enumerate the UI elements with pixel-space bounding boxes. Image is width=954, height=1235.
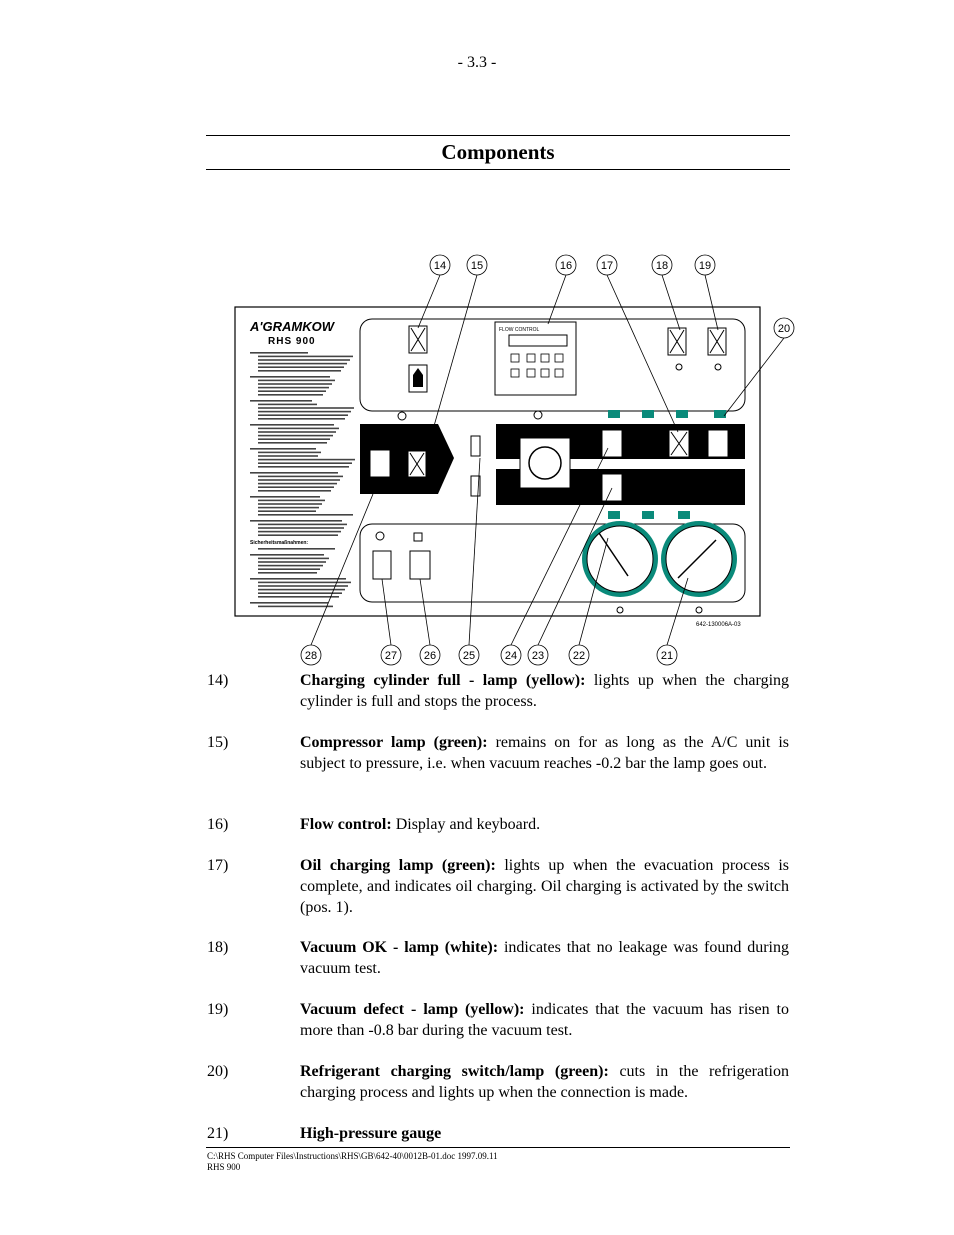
instruction-line <box>250 376 330 378</box>
list-item <box>207 732 789 774</box>
instruction-line <box>258 414 348 416</box>
item-text <box>300 999 789 1041</box>
instruction-line <box>258 568 320 570</box>
instruction-line <box>258 565 323 567</box>
instruction-line <box>258 435 333 437</box>
item-text <box>300 1123 789 1144</box>
brand-logo: A'GRAMKOW <box>250 319 334 334</box>
page-number: - 3.3 - <box>457 54 497 71</box>
instruction-line <box>258 366 344 368</box>
callout-label: 18 <box>655 260 669 272</box>
indicator-a <box>471 436 480 456</box>
instruction-line <box>258 486 334 488</box>
item-number: 17) <box>207 857 229 874</box>
instruction-line <box>258 479 340 481</box>
callout-label: 22 <box>572 650 586 662</box>
instruction-line <box>258 507 319 509</box>
instruction-line <box>258 380 335 382</box>
item-text <box>300 814 789 835</box>
item-number: 20) <box>207 1063 229 1080</box>
item-text <box>300 732 789 774</box>
item-description: lights up when the evacuation process is complete, and indicates oil charging. Oil charging is activated by the switch (pos. 1). <box>300 857 789 916</box>
instruction-line <box>258 500 325 502</box>
instruction-line <box>258 459 355 461</box>
switch-26 <box>410 551 430 579</box>
instruction-line <box>258 383 332 385</box>
instruction-line <box>258 387 329 389</box>
instruction-line <box>258 483 337 485</box>
instruction-line <box>258 404 317 406</box>
instruction-line <box>258 394 323 396</box>
control-panel-diagram <box>228 248 791 670</box>
instruction-line <box>258 589 345 591</box>
item-description: lights up when the charging cylinder is full and stops the process. <box>300 672 790 710</box>
instruction-line <box>250 352 308 354</box>
instruction-line <box>258 411 351 413</box>
item-label: Flow control: <box>300 816 392 833</box>
instruction-line <box>250 496 320 498</box>
instruction-line <box>258 606 333 608</box>
instruction-line <box>250 472 338 474</box>
list-item <box>207 937 789 979</box>
item-description: Display and keyboard. <box>391 816 541 833</box>
drawing-number: 642-130006A-03 <box>696 622 741 628</box>
instruction-line <box>258 585 348 587</box>
list-item <box>207 855 789 918</box>
title-rule-bottom <box>206 169 790 170</box>
footer-path: C:\RHS Computer Files\Instructions\RHS\GB\642-40\0012B-01.doc 1997.09.11 <box>207 1151 498 1161</box>
switch-refrigerant <box>708 430 728 457</box>
list-item <box>207 670 789 712</box>
instruction-line <box>250 448 316 450</box>
instruction-line <box>258 390 326 392</box>
callout-label: 23 <box>531 650 545 662</box>
callout-label: 21 <box>660 650 674 662</box>
instruction-line <box>258 592 342 594</box>
list-item <box>207 814 789 835</box>
item-description: indicates that no leakage was found during vacuum test. <box>300 939 789 977</box>
flow-control-display <box>509 335 567 346</box>
item-label: Vacuum OK - lamp (white): <box>300 939 499 956</box>
instruction-line <box>258 370 341 372</box>
model-label: RHS 900 <box>268 336 316 347</box>
item-number: 18) <box>207 939 229 956</box>
instruction-line <box>258 596 339 598</box>
instruction-line <box>258 531 341 533</box>
instruction-line <box>250 400 312 402</box>
item-label: Charging cylinder full - lamp (yellow): <box>300 672 586 689</box>
instruction-line <box>258 514 353 516</box>
instruction-line <box>258 407 354 409</box>
instruction-line <box>258 503 322 505</box>
list-item <box>207 1061 789 1103</box>
list-item <box>207 999 789 1041</box>
instruction-line <box>258 359 350 361</box>
instruction-line <box>258 527 344 529</box>
item-label: High-pressure gauge <box>300 1125 442 1142</box>
instruction-line <box>258 363 347 365</box>
callout-label: 15 <box>470 260 484 272</box>
item-number: 19) <box>207 1001 229 1018</box>
instruction-line <box>250 578 346 580</box>
instruction-line <box>258 418 345 420</box>
callout-label: 19 <box>698 260 712 272</box>
callout-label: 28 <box>304 650 318 662</box>
footer-model: RHS 900 <box>207 1162 241 1172</box>
flow-control-label: FLOW CONTROL <box>499 327 540 333</box>
instruction-line <box>258 548 335 550</box>
callout-label: 20 <box>777 323 791 335</box>
callout-label: 14 <box>433 260 447 272</box>
item-description: indicates that the vacuum has risen to more than -0.8 bar during the vacuum test. <box>300 1001 790 1039</box>
callout-label: 17 <box>600 260 614 272</box>
callout-label: 26 <box>423 650 437 662</box>
item-text <box>300 1061 789 1103</box>
title-rule-top <box>206 135 790 136</box>
safety-heading: Sicherheitsmaßnahmen: <box>250 540 309 546</box>
instruction-line <box>258 356 353 358</box>
callout-label: 16 <box>559 260 573 272</box>
item-label: Oil charging lamp (green): <box>300 857 496 874</box>
switch-left <box>370 450 390 477</box>
instruction-line <box>258 442 327 444</box>
instruction-line <box>258 524 347 526</box>
item-text <box>300 670 789 712</box>
main-switch-knob <box>529 447 561 479</box>
footer-rule <box>206 1147 790 1148</box>
switch-vacuum <box>602 474 622 501</box>
item-label: Compressor lamp (green): <box>300 734 488 751</box>
instruction-line <box>250 520 342 522</box>
instruction-line <box>258 510 316 512</box>
instruction-line <box>258 455 318 457</box>
item-text <box>300 937 789 979</box>
instruction-line <box>258 438 330 440</box>
list-item <box>207 1123 789 1144</box>
item-label: Vacuum defect - lamp (yellow): <box>300 1001 525 1018</box>
instruction-line <box>258 561 326 563</box>
callout-label: 25 <box>462 650 476 662</box>
item-number: 16) <box>207 816 229 833</box>
instruction-line <box>258 428 339 430</box>
instruction-line <box>258 452 321 454</box>
item-text <box>300 855 789 918</box>
instruction-line <box>258 431 336 433</box>
instruction-line <box>258 534 338 536</box>
item-description: remains on for as long as the A/C unit is subject to pressure, i.e. when vacuum reaches -0.2 bar the lamp goes out. <box>300 734 789 772</box>
instruction-line <box>258 476 343 478</box>
instruction-line <box>258 558 329 560</box>
switch-28 <box>373 551 391 579</box>
instruction-line <box>250 554 324 556</box>
instruction-line <box>258 462 352 464</box>
instruction-line <box>258 466 349 468</box>
item-label: Refrigerant charging switch/lamp (green): <box>300 1063 609 1080</box>
callout-label: 24 <box>504 650 518 662</box>
instruction-line <box>258 490 331 492</box>
item-description: cuts in the refrigeration charging process and lights up when the connection is made. <box>300 1063 790 1101</box>
item-number: 21) <box>207 1125 229 1142</box>
section-title: Components <box>441 140 555 164</box>
item-number: 15) <box>207 734 229 751</box>
instruction-line <box>250 424 334 426</box>
instruction-line <box>250 602 328 604</box>
item-number: 14) <box>207 672 229 689</box>
switch-oil <box>602 430 622 457</box>
instruction-line <box>258 572 317 574</box>
callout-label: 27 <box>384 650 398 662</box>
